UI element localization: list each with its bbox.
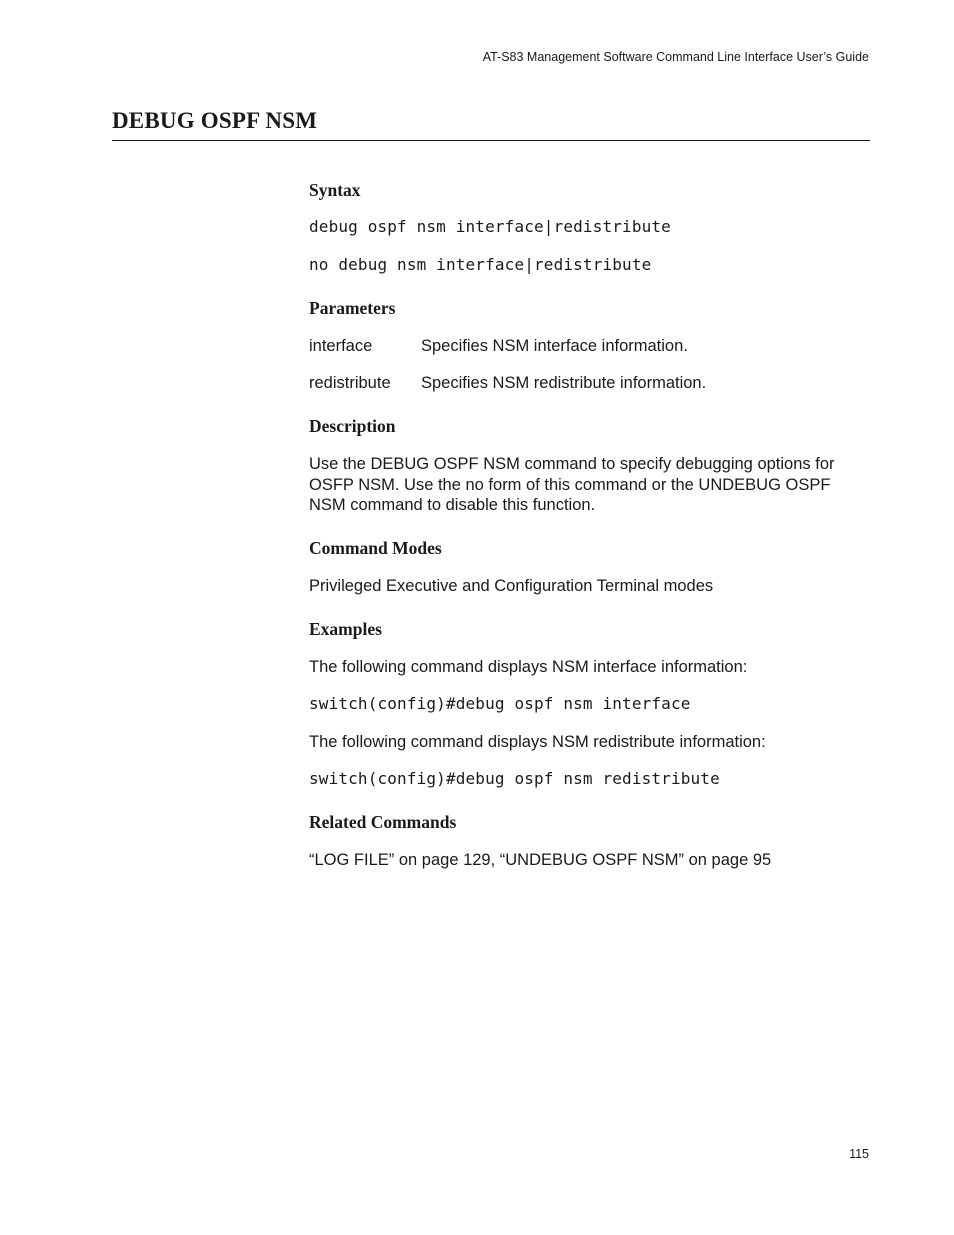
related-commands-text: “LOG FILE” on page 129, “UNDEBUG OSPF NSM” on page 95 — [309, 851, 772, 869]
syntax-heading: Syntax — [309, 180, 361, 200]
examples-heading: Examples — [309, 619, 382, 639]
page-number: 115 — [849, 1147, 869, 1161]
example-command-redistribute: switch(config)#debug ospf nsm redistribute — [309, 769, 720, 788]
param-desc-redistribute: Specifies NSM redistribute information. — [421, 374, 707, 392]
related-commands-heading: Related Commands — [309, 812, 457, 832]
running-header: AT-S83 Management Software Command Line Interface User’s Guide — [482, 50, 869, 64]
description-heading: Description — [309, 416, 396, 436]
param-desc-interface: Specifies NSM interface information. — [421, 337, 688, 355]
param-name-interface: interface — [309, 337, 373, 355]
command-modes-heading: Command Modes — [309, 538, 442, 558]
title-rule — [112, 140, 870, 141]
command-modes-text: Privileged Executive and Configuration Terminal modes — [309, 577, 714, 595]
example-intro-redistribute: The following command displays NSM redistribute information: — [309, 733, 766, 751]
parameters-heading: Parameters — [309, 298, 396, 318]
param-name-redistribute: redistribute — [309, 374, 391, 392]
page-title: DEBUG OSPF NSM — [112, 108, 318, 133]
description-text: Use the DEBUG OSPF NSM command to specify debugging options for OSFP NSM. Use the no form of this command or the UNDEBUG OSPF NSM command to disable this function. — [309, 455, 835, 514]
example-intro-interface: The following command displays NSM interface information: — [309, 658, 748, 676]
example-command-interface: switch(config)#debug ospf nsm interface — [309, 694, 691, 713]
syntax-line-no-debug: no debug nsm interface|redistribute — [309, 255, 652, 274]
syntax-line-debug: debug ospf nsm interface|redistribute — [309, 217, 671, 236]
